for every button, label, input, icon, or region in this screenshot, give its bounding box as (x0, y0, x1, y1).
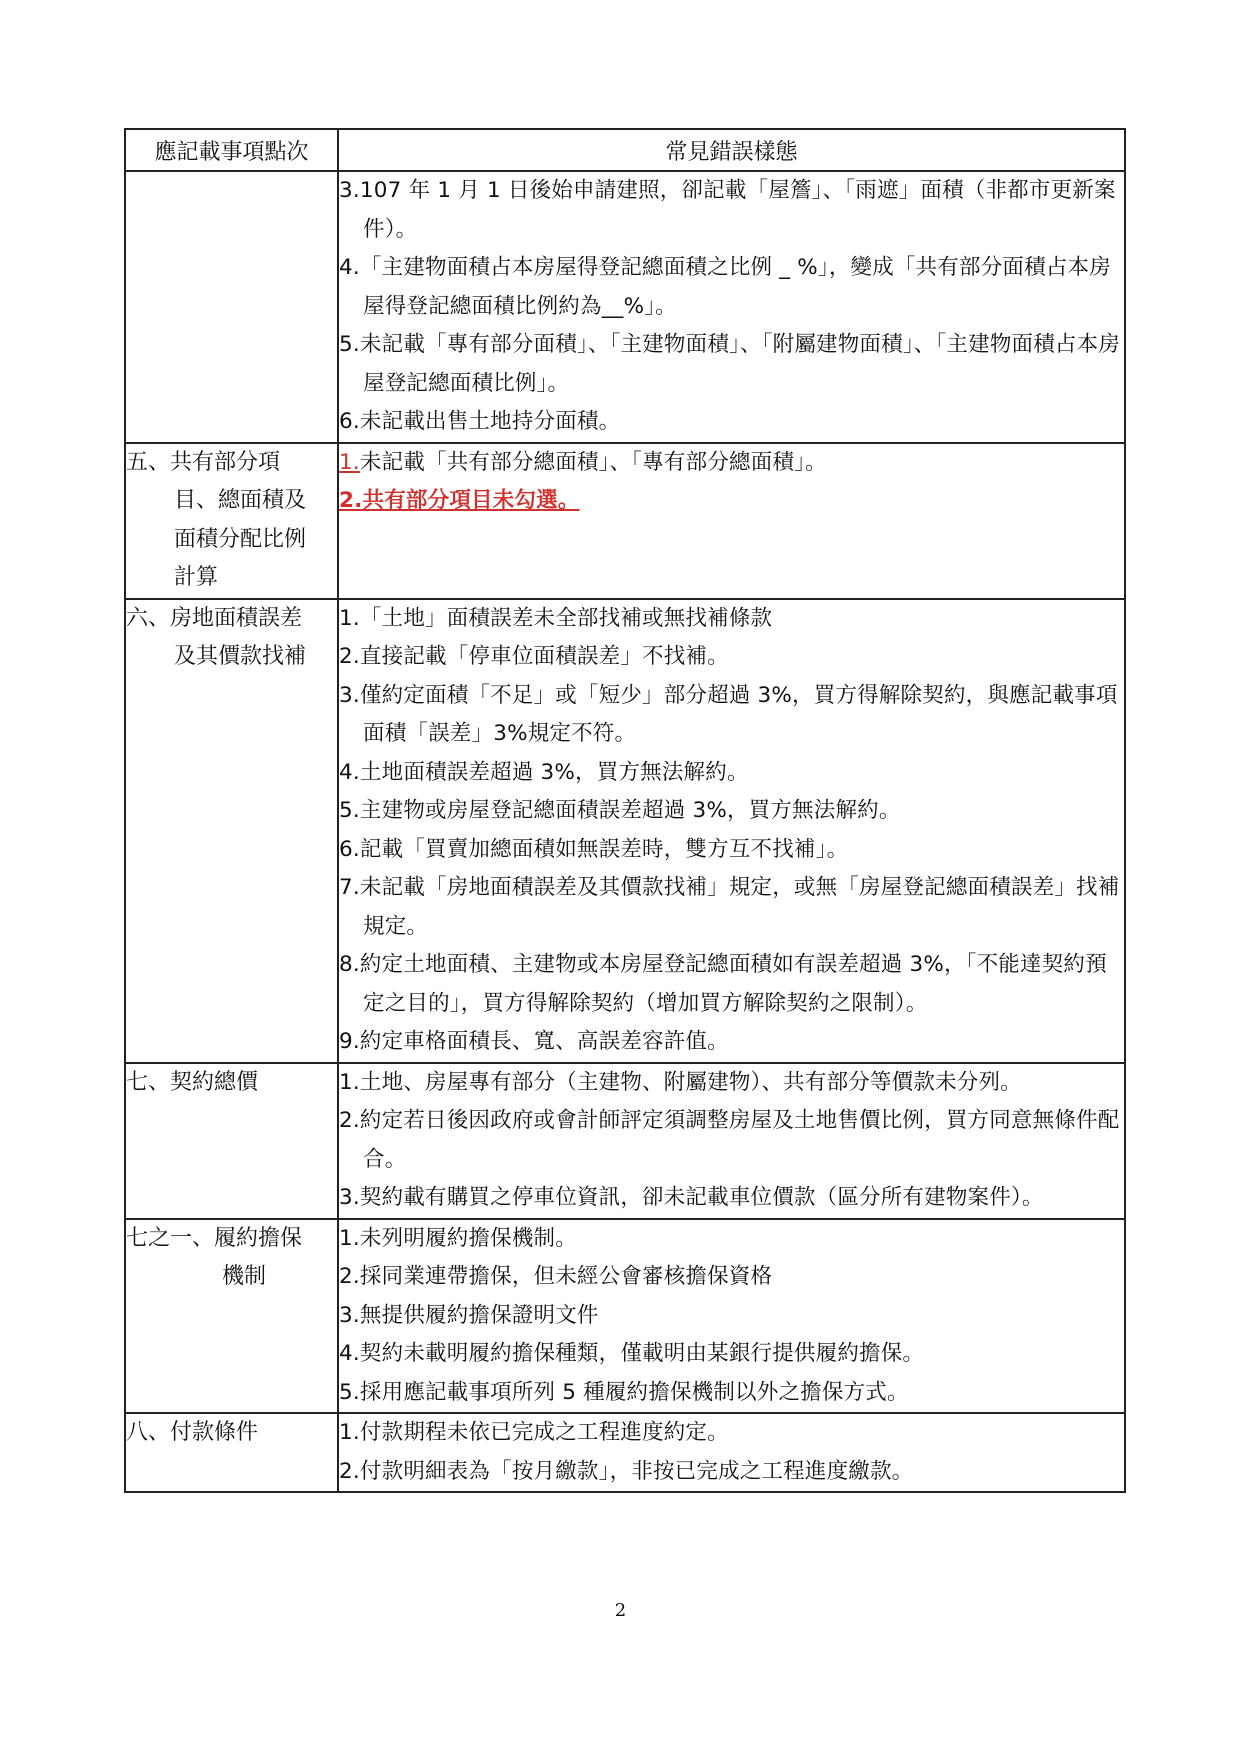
table-row (125, 171, 1125, 443)
list-item: 2.直接記載「停車位面積誤差」不找補。 (339, 644, 729, 669)
header-common-errors: 常見錯誤樣態 (338, 129, 1125, 171)
items-cell (338, 599, 1125, 1063)
items-cell (338, 443, 1125, 599)
errors-table (124, 128, 1126, 1493)
list-item: 4.契約未載明履約擔保種類，僅載明由某銀行提供履約擔保。 (339, 1341, 925, 1366)
page-number: 2 (614, 1600, 627, 1621)
section-label: 計算 (174, 565, 219, 590)
section-cell (125, 1063, 338, 1219)
list-item (339, 482, 1124, 521)
items-cell (338, 1219, 1125, 1414)
document-page (124, 128, 1124, 1493)
items-cell (338, 1413, 1125, 1492)
section-cell (125, 1219, 338, 1414)
list-item: 5.主建物或房屋登記總面積誤差超過 3%，買方無法解約。 (339, 798, 901, 823)
list-item: 2.付款明細表為「按月繳款」，非按已完成之工程進度繳款。 (339, 1458, 914, 1484)
section-label: 六、房地面積誤差 (126, 605, 303, 631)
section-label: 五、共有部分項 (126, 449, 281, 475)
list-item: 4.土地面積誤差超過 3%，買方無法解約。 (339, 759, 749, 785)
list-item: 9.約定車格面積長、寬、高誤差容許值。 (339, 1029, 729, 1054)
list-item: 1.土地、房屋專有部分（主建物、附屬建物）、共有部分等價款未分列。 (339, 1069, 1022, 1095)
list-item: 1.未列明履約擔保機制。 (339, 1225, 577, 1251)
table-row (125, 1219, 1125, 1414)
list-item: 3.107 年 1 月 1 日後始申請建照，卻記載「屋簷」、「雨遮」面積（非都市更新案件）。 (339, 178, 1116, 242)
list-item: 6.記載「買賣加總面積如無誤差時，雙方互不找補」。 (339, 836, 849, 862)
list-item: 3.僅約定面積「不足」或「短少」部分超過 3%，買方得解除契約，與應記載事項面積「誤差」3%規定不符。 (339, 682, 1118, 746)
list-item: 3.無提供履約擔保證明文件 (339, 1302, 599, 1328)
list-item: 1.「土地」面積誤差未全部找補或無找補條款 (339, 605, 773, 631)
section-label: 七之一、履約擔保 (126, 1225, 303, 1251)
section-cell (125, 599, 338, 1063)
item-text: 未記載「共有部分總面積」、「專有部分總面積」。 (359, 449, 827, 475)
section-cell (125, 1413, 338, 1492)
items-cell (338, 1063, 1125, 1219)
list-item: 8.約定土地面積、主建物或本房屋登記總面積如有誤差超過 3%，「不能達契約預定之目的」，買方得解除契約（增加買方解除契約之限制）。 (339, 952, 1107, 1016)
list-item: 4.「主建物面積占本房屋得登記總面積之比例 _ %」，變成「共有部分面積占本房屋得登記總面積比例約為__%」。 (339, 255, 1111, 319)
table-row (125, 599, 1125, 1063)
table-header-row (125, 129, 1125, 171)
list-item (339, 444, 1124, 483)
section-label: 八、付款條件 (126, 1420, 259, 1445)
header-item-point: 應記載事項點次 (125, 129, 338, 171)
list-item: 7.未記載「房地面積誤差及其價款找補」規定，或無「房屋登記總面積誤差」找補規定。 (339, 875, 1120, 939)
section-cell (125, 443, 338, 599)
section-label: 及其價款找補 (174, 644, 307, 669)
items-cell (338, 171, 1125, 443)
list-item: 2.採同業連帶擔保，但未經公會審核擔保資格 (339, 1264, 773, 1289)
table-row (125, 443, 1125, 599)
list-item: 3.契約載有購買之停車位資訊，卻未記載車位價款（區分所有建物案件）。 (339, 1185, 1044, 1210)
table-row (125, 1063, 1125, 1219)
section-label: 機制 (222, 1264, 267, 1289)
section-label: 七、契約總價 (126, 1069, 259, 1095)
section-cell (125, 171, 338, 443)
section-label: 面積分配比例 (174, 526, 307, 552)
list-item: 2.約定若日後因政府或會計師評定須調整房屋及土地售價比例，買方同意無條件配合。 (339, 1108, 1120, 1172)
list-item: 6.未記載出售土地持分面積。 (339, 409, 621, 434)
item-number-highlight: 1. (339, 449, 360, 475)
list-item: 5.未記載「專有部分面積」、「主建物面積」、「附屬建物面積」、「主建物面積占本房屋登記總面積比例」。 (339, 332, 1121, 396)
list-item: 1.付款期程未依已完成之工程進度約定。 (339, 1420, 729, 1445)
section-label: 目、總面積及 (174, 488, 307, 513)
list-item: 5.採用應記載事項所列 5 種履約擔保機制以外之擔保方式。 (339, 1379, 909, 1405)
table-row (125, 1413, 1125, 1492)
highlighted-item: 2.共有部分項目未勾選。 (339, 488, 580, 513)
